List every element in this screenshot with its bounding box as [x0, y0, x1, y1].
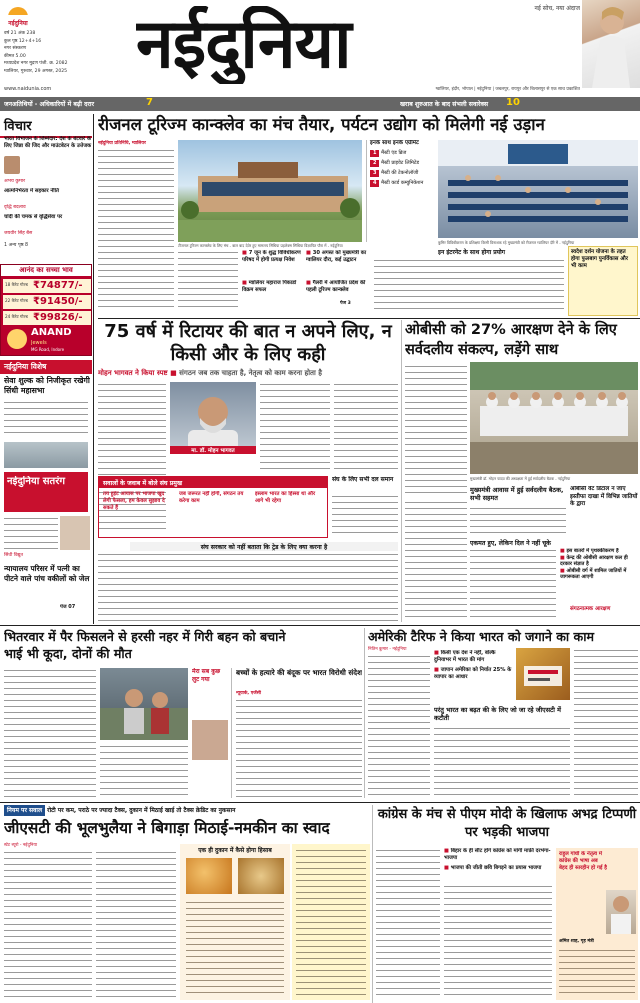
- jewel-logo-icon: [7, 329, 27, 349]
- invest-text: [374, 258, 564, 314]
- agreement-item-text: मैस्टी की टेकनोलॉजी: [381, 170, 419, 176]
- invest-side-headline: स्वदेश दर्शन योजना के तहत होगा फुलबाग पुनर्विकास और भी काम: [571, 249, 628, 269]
- lead-bullet-text: 7 जून के शुद्ध विविधीकरण परिषद में होगी प्रत्यक्ष निवेश: [242, 250, 301, 263]
- lead-ref: पेज 3: [340, 301, 351, 306]
- vishesh-heading: नईदुनिया विशेष: [0, 360, 92, 374]
- vichar-item[interactable]: [4, 136, 92, 149]
- congress-text-2: [444, 884, 552, 1000]
- satrang-text: [4, 516, 58, 550]
- col-divider: [93, 114, 94, 624]
- bullet-icon: ■: [444, 848, 451, 854]
- rss-headline[interactable]: 75 वर्ष में रिटायर की बात न अपने लिए, न किसी और के लिए कही: [104, 321, 392, 365]
- section-divider: [98, 318, 640, 319]
- rss-box-text: [332, 494, 398, 538]
- obc-text-2: [470, 506, 566, 536]
- rss-tag-line: [98, 368, 398, 378]
- rss-bottom-text: [98, 552, 398, 622]
- gun-headline[interactable]: बच्चों के हत्यारे की बंदूक पर भारत विरोधी संदेश: [236, 668, 362, 677]
- lead-bullet[interactable]: [242, 280, 302, 293]
- agreement-title: इनके साथ इनके एग्रीमेंट: [370, 140, 419, 146]
- tariff-text-2: [574, 648, 638, 798]
- bullet-icon: ■: [560, 554, 567, 561]
- obc-bullet: [560, 568, 638, 581]
- section-divider: [0, 802, 640, 803]
- congress-bullets: [444, 848, 552, 872]
- newspaper-logo-icon: [4, 2, 32, 28]
- gold-row-label: 18 कैरेट गोल्ड: [5, 282, 28, 287]
- rss-text-2: [260, 382, 330, 472]
- congress-text: [376, 848, 440, 1000]
- lead-photo: [178, 140, 362, 242]
- athlete-photo: [582, 0, 640, 88]
- lead-bullet[interactable]: [306, 280, 370, 293]
- strip-left-page: 7: [146, 97, 153, 108]
- lead-bullet[interactable]: [306, 250, 370, 263]
- lead-text: [98, 148, 174, 308]
- agreement-item: [370, 170, 434, 177]
- vichar-item[interactable]: आत्मनिर्भरता में सहकार नीति: [4, 188, 59, 194]
- agreement-item-text: मैंस्टी एंड ब्रिज: [381, 150, 407, 156]
- col-divider: [364, 628, 365, 798]
- obc-bullet-text: केन्द्र की ओबीसी आरक्षण कल ही दरकार संज्ञात है: [560, 554, 628, 568]
- flood-headline[interactable]: भितरवार में पैर फिसलने से हरसी नहर में गिरी बहन को बचाने भाई भी कूदा, दोनों की मौत: [4, 629, 286, 661]
- tagline: नई सोच, नया अंदाज: [534, 5, 580, 12]
- col-divider: [372, 805, 373, 1003]
- vishesh-photo: [4, 442, 88, 468]
- bullet-icon: ■: [242, 250, 249, 256]
- rss-text-3: [334, 382, 398, 472]
- author-photo: [4, 156, 20, 174]
- lead-text-2: [178, 250, 238, 310]
- obc-text-4: [470, 548, 556, 622]
- gst-headline[interactable]: जीएसटी की भूलभुलैया ने बिगाड़ा मिठाई-नमकीन का स्वाद: [4, 819, 330, 837]
- section-divider: [0, 625, 640, 626]
- shah-quote-by: अमित शाह, गृह मंत्री: [559, 939, 594, 944]
- gst-kicker: रोटी पर कम, पराठे पर ज्यादा टैक्स, दुकान में मिठाई खाई तो टैक्स क्रेडिट का नुकसान: [47, 807, 236, 814]
- gst-text: [4, 850, 92, 1000]
- obc-headline[interactable]: ओबीसी को 27% आरक्षण देने के लिए सर्वदलीय संकल्प, लड़ेंगे साथ: [405, 321, 617, 358]
- gun-text: [236, 698, 362, 798]
- vichar-author: अभय कुमार: [4, 179, 26, 184]
- obc-sub[interactable]: मुख्यमंत्री आवास में हुई सर्वदलीय बैठक, सभी सहमत: [470, 486, 564, 502]
- lead-bullet-text: गैलरी में आयोजित प्रदेश की पहली टूरिज्म कान्क्लेव: [306, 280, 366, 293]
- rss-quote: तय हुईट आयास पर भाजपा खुद लेगी फैसला, हम केवल सुझाव दे सकते हैं: [103, 491, 165, 511]
- obc-sub-2[interactable]: एकमत हुए, लेकिन दिल ने नहीं चूके: [470, 540, 551, 547]
- cities-line: ग्वालियर, इंदौर, भोपाल | नईदुनिया | जबलपुर, रायपुर और बिलासपुर से एक साथ प्रकाशित: [435, 87, 580, 92]
- rss-tag: मोहन भागवत ने किया स्पष्ट: [98, 369, 168, 377]
- invest-side-box[interactable]: [568, 246, 638, 316]
- gst-box-text: [186, 900, 284, 996]
- obc-bullets: [560, 548, 638, 581]
- gold-row: [3, 295, 91, 309]
- edition-line: नगर संस्करण: [4, 46, 27, 51]
- gst-text-2: [96, 850, 176, 1000]
- lead-bullet-text: ग्वालियर महाराज पिकाडो विक्रम सफल: [242, 280, 297, 293]
- top-strip: [0, 97, 640, 111]
- agreement-box: [366, 140, 434, 242]
- col-divider: [401, 320, 402, 622]
- vichar-heading: विचार: [0, 114, 92, 138]
- satrang-box[interactable]: [4, 472, 88, 512]
- tariff-bullets: [434, 650, 514, 681]
- vichar-column: [0, 114, 92, 262]
- namkeen-photo: [238, 858, 284, 894]
- vishesh-headline-2[interactable]: न्यायालय परिसर में पत्नी का पीटने वाले पांच वकीलों को जेल: [4, 564, 90, 583]
- congress-bullet: [444, 848, 552, 862]
- obc-meeting-photo: [470, 362, 638, 474]
- gold-row: [3, 311, 91, 325]
- obc-bullet: [560, 555, 638, 568]
- rss-bottom-headline[interactable]: संघ सरकार को नहीं बताता कि ट्रेड के लिए क्या करना है: [130, 542, 398, 551]
- obc-bullet-text: ओबीसी वर्ग में शामिल जातियों में जागरूकता आएगी: [560, 567, 627, 581]
- bhagwat-photo: [170, 382, 256, 454]
- satrang-photo: [60, 516, 90, 550]
- logo-sub-text: नईदुनिया: [8, 20, 28, 27]
- obc-text: [405, 364, 467, 494]
- shah-photo: [606, 890, 636, 934]
- flood-text-2: [100, 744, 188, 798]
- agreement-item-text: मैस्टी कार्ड कम्युनिकेशन: [381, 180, 424, 186]
- edition-line: कीमत 5.00: [4, 53, 26, 59]
- gst-box-title: एक ही दुकान में कैसे होगा हिसाब: [198, 847, 272, 854]
- shah-quote: राहुल गांधी के नेतृत्व में कांग्रेस की भाषा अब बेहद ही स्तरहीन हो गई है: [559, 851, 607, 871]
- bullet-icon: ■: [560, 548, 567, 554]
- agreement-item: [370, 180, 434, 187]
- gold-title: आनंद का सच्चा भाव: [1, 265, 91, 276]
- strip-left-label[interactable]: जनअतिथियों - अधिकारियों में बढ़ी दरार: [4, 101, 95, 108]
- bullet-icon: ■: [170, 369, 180, 377]
- rss-sub: संगठन जब तक चाहता है, नेतृत्व को काम करना होता है: [179, 369, 323, 377]
- strip-right-page: 10: [506, 97, 520, 108]
- vichar-item-text: भारत विभाजन के जिम्मेदार: देश के बंटवारे के लिए जिन्ना की जिद और माउंटबेटन के उत्तेजक: [4, 136, 92, 149]
- vichar-author: जयवीर सिंह बैस: [4, 231, 33, 236]
- number-badge-icon: 4: [370, 180, 379, 187]
- vishesh-text: [4, 400, 88, 438]
- shah-text: [559, 948, 635, 996]
- obc-extra: संगठनात्मक आरक्षण: [570, 606, 611, 612]
- obc-side-box[interactable]: [570, 486, 638, 509]
- strip-right-label[interactable]: खराब शुरुआत के बाद संभली सवारेक्स: [400, 101, 489, 108]
- gst-kicker-row: [4, 805, 370, 816]
- bullet-icon: ■: [306, 250, 313, 256]
- tariff-text-3: [434, 726, 570, 798]
- lead-bullet[interactable]: [242, 250, 302, 263]
- edition-line: कुल पृष्ठ 12+4+16: [4, 38, 42, 44]
- rss-quote: इस्लाम भारत का हिस्सा था और आगे भी रहेगा: [255, 491, 316, 504]
- conference-hall-photo: [438, 140, 638, 238]
- flood-quote: मेरा सब कुछ लुट गया: [192, 668, 221, 683]
- number-badge-icon: 3: [370, 170, 379, 177]
- gold-brand: ANAND: [31, 327, 72, 338]
- congress-bullet-text: भाजपा की जीती छवि बिगड़ने का प्रयास भाजपा: [450, 865, 542, 871]
- number-badge-icon: 2: [370, 160, 379, 167]
- edition-info: [4, 30, 114, 75]
- edition-line: ग्वालियर, गुरुवार, 29 अगस्त, 2025: [4, 68, 68, 74]
- rss-quote-title: सवालों के जवाब में बोले संघ प्रमुख: [99, 477, 327, 488]
- gst-side-text: [296, 848, 366, 996]
- gold-row-label: 24 कैरेट गोल्ड: [5, 314, 28, 319]
- bhagwat-caption: मा. डॉ. मोहन भागवत: [170, 446, 256, 454]
- congress-bullet: [444, 865, 552, 872]
- gold-row-value: ₹99826/-: [33, 312, 83, 323]
- sweets-photo: [186, 858, 232, 894]
- bullet-icon: ■: [306, 280, 313, 286]
- obc-text-3: [405, 500, 467, 622]
- rss-box-headline[interactable]: संघ के लिए सभी दल समान: [332, 476, 394, 483]
- gold-row-value: ₹74877/-: [33, 280, 83, 291]
- edition-line: वर्ष 21 अंक 238: [4, 31, 36, 36]
- gold-ad[interactable]: [0, 264, 92, 356]
- congress-bullet-text: बिहार के ही सीट होंगे कांग्रेस को मांगी माफ़ी दरभंगा-भाजपा: [444, 848, 551, 861]
- tariff-bullet: [434, 650, 514, 664]
- gun-dateline: न्यूयार्क, एजेंसी: [236, 691, 261, 696]
- satrang-ref: सिंधी विद्युत: [4, 553, 24, 558]
- flood-photo: [100, 668, 188, 740]
- col-divider: [231, 668, 232, 798]
- agreement-item: [370, 160, 434, 167]
- tariff-byline: नितिन कुमार - नईदुनिया: [368, 647, 407, 652]
- bullet-icon: ■: [434, 667, 441, 673]
- rss-quote: जब जरूरत नहीं होगी, संगठन तय करेगा काम: [179, 491, 244, 504]
- hall-photo-caption: कुमिर विविधीकरण के प्रशिक्षण किसी विनाशक रहे मुख्यमंत्री को रीजनल ग्वालियर दौरे में - नईदुनिया: [438, 240, 575, 245]
- website[interactable]: www.naidunia.com: [4, 86, 52, 92]
- gst-side: [292, 844, 370, 1000]
- gold-row: [3, 279, 91, 293]
- lead-kicker: नईदुनिया प्रतिनिधि, ग्वालियर: [98, 141, 146, 146]
- obc-bullet: [560, 548, 638, 555]
- bullet-icon: ■: [444, 865, 451, 871]
- tariff-bullet-text: जापान अमेरिका को निर्यात 25% के व्यापार का आधार: [434, 667, 512, 680]
- gst-byline: स्टेट ब्यूरो - नईदुनिया: [4, 843, 38, 848]
- vishesh-ref: पेज 07: [60, 604, 76, 610]
- gst-label: नियम पर सवाल: [4, 805, 45, 816]
- vichar-author: वृद्धि बदलाव: [4, 205, 26, 210]
- shah-quote-box: [556, 848, 638, 1000]
- vishesh-headline[interactable]: सेवा शुल्क को निजीकृत रखेगी सिंधी महासभा: [4, 376, 90, 395]
- agreement-item-text: मैस्टी प्राइवेट लिमिटेड: [381, 160, 420, 166]
- obc-photo-caption: मुख्यमंत्री डॉ. मोहन यादव की अध्यक्षता में हुई सर्वदलीय बैठक - नईदुनिया: [470, 476, 571, 481]
- vishesh-column: [0, 360, 92, 622]
- congress-headline[interactable]: कांग्रेस के मंच से पीएम मोदी के खिलाफ अभद्र टिप्पणी पर भड़की भाजपा: [377, 807, 637, 840]
- masthead-title: नईदुनिया: [136, 6, 351, 84]
- tariff-text: [368, 654, 430, 798]
- bullet-icon: ■: [434, 650, 441, 656]
- tariff-headline[interactable]: अमेरिकी टैरिफ ने किया भारत को जगाने का काम: [368, 629, 594, 644]
- number-badge-icon: 1: [370, 150, 379, 157]
- vichar-item[interactable]: चांदी की चमक से वृद्धिसेवा पर: [4, 214, 63, 220]
- victim-photo: [192, 720, 228, 760]
- masthead: [0, 0, 640, 100]
- agreement-item: [370, 150, 434, 157]
- bullet-icon: ■: [242, 280, 249, 286]
- bullet-icon: ■: [560, 567, 567, 574]
- tariff-photo: [516, 648, 570, 700]
- gold-brand-sub: Jewels: [31, 340, 47, 346]
- satrang-title: नईदुनिया सतरंग: [7, 476, 65, 487]
- gold-row-label: 22 कैरेट गोल्ड: [5, 298, 28, 303]
- lead-photo-caption: टीजनल टूरिज्म कान्क्लेव के लिए मंच - बाल बाद देवेर हुए मामलय सिंधिया प्रहलेक्स सिंधिया विज्ञापित पौरा में - नईदुनिया: [178, 243, 343, 248]
- edition-line: मध्यप्रदेश नगर मुद्रण पंजी. क्र. 2082: [4, 61, 68, 66]
- flood-text: [4, 668, 96, 798]
- tariff-sub[interactable]: परंतु भारत का बढ़त की के लिए जो जा रहे जीएसटी में कटौती: [434, 706, 561, 723]
- tariff-bullet-text: किसी एक देश ने नहीं, बल्कि दुनियाभर में भारत की मांग: [434, 650, 496, 663]
- obc-bullet-text: इस बातरों में पृथक्कीकरण है: [566, 548, 619, 554]
- gold-brand-location: MG Road, Indore: [31, 347, 65, 352]
- invest-headline[interactable]: इन इंटरनेट के साथ होगा प्रयोग: [438, 249, 506, 256]
- tariff-bullet: [434, 667, 514, 681]
- rss-quote-box: [98, 476, 328, 538]
- gold-row-value: ₹91450/-: [33, 296, 83, 307]
- obc-side-text: ओबीसी वेट डिटाल न जाए इस्तीफा दाखा में विभिन्न जातियों के द्वारा: [570, 486, 638, 507]
- vichar-ref[interactable]: 1 अन्य पृष्ठ 8: [4, 243, 29, 248]
- lead-bullet-text: 30 अगस्त को मुख्यमंत्री का ग्वालियर दौरा, कई उद्घाटन: [306, 250, 367, 263]
- gst-box: [180, 844, 290, 1000]
- lead-headline[interactable]: रीजनल टूरिज्म कान्क्लेव का मंच तैयार, पर्यटन उद्योग को मिलेगी नई उड़ान: [98, 115, 545, 134]
